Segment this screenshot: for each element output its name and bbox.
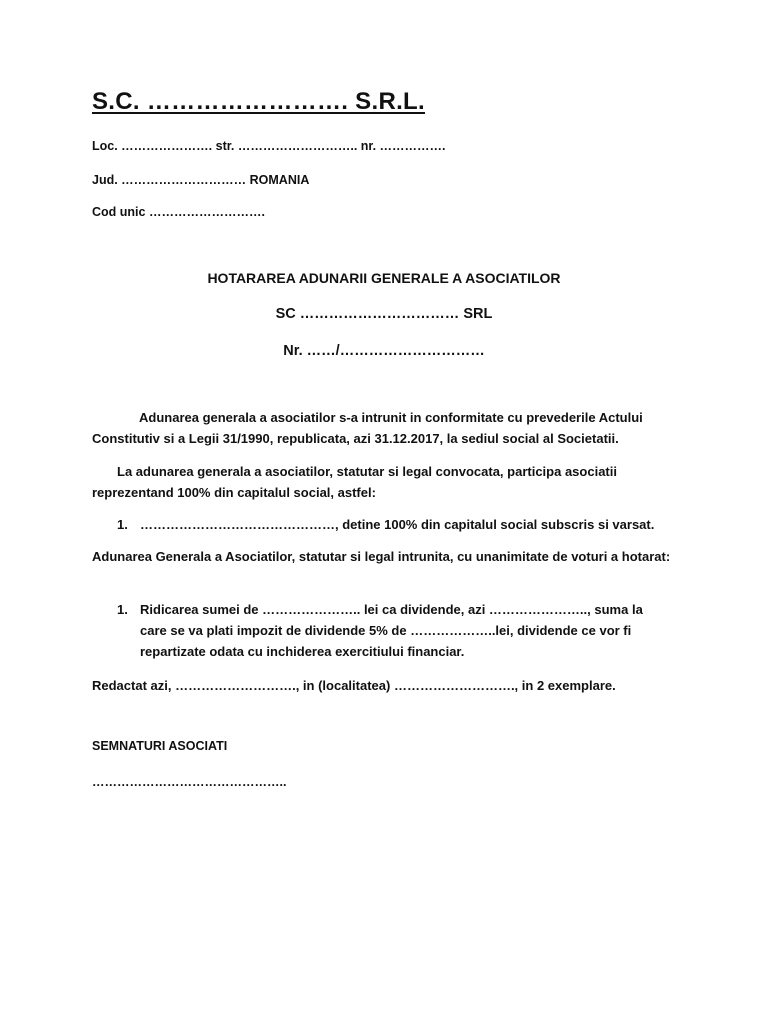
list-item-dividends [117, 599, 657, 662]
paragraph-participants: La adunarea generala a asociatilor, statutar si legal convocata, participa asociatii reprezentand 100% din capitalul social, astfel: [92, 464, 617, 500]
document-company-line: SC …………………………… SRL [275, 306, 493, 322]
list-text: ………………………………………, detine 100% din capitalul social subscris si varsat. [140, 517, 655, 532]
list-item-associate [117, 514, 657, 535]
list-text: Ridicarea sumei de ………………….. lei ca dividende, azi ………………….., suma la care se va plati impozit de dividende 5% de ………………..lei, dividende ce vor fi repartizate odata cu inchiderea exercitiului financiar. [140, 602, 643, 659]
county-line: Jud. ………………………… ROMANIA [92, 173, 310, 187]
list-number: 1. [117, 517, 128, 532]
list-number: 1. [117, 602, 128, 617]
paragraph-decision: Adunarea Generala a Asociatilor, statutar si legal intrunita, cu unanimitate de voturi a hotarat: [92, 549, 671, 564]
paragraph-drafted: Redactat azi, ………………………., in (localitatea) ………………………., in 2 exemplare. [92, 678, 616, 693]
document-number-line: Nr. ……/………………………… [283, 343, 485, 359]
unique-code-line: Cod unic ………………………. [92, 205, 265, 219]
signatures-label: SEMNATURI ASOCIATI [92, 739, 228, 753]
company-title: S.C. ……………………. S.R.L. [92, 88, 425, 115]
document-title: HOTARAREA ADUNARII GENERALE A ASOCIATILOR [207, 270, 561, 286]
paragraph-meeting: Adunarea generala a asociatilor s-a intrunit in conformitate cu prevederile Actului Constitutiv si a Legii 31/1990, republicata, azi 31.12.2017, la sediul social al Societatii. [92, 410, 643, 446]
locality-line: Loc. …………………. str. ……………………….. nr. ……………. [92, 139, 446, 153]
signature-line: ……………………………………….. [92, 775, 287, 789]
